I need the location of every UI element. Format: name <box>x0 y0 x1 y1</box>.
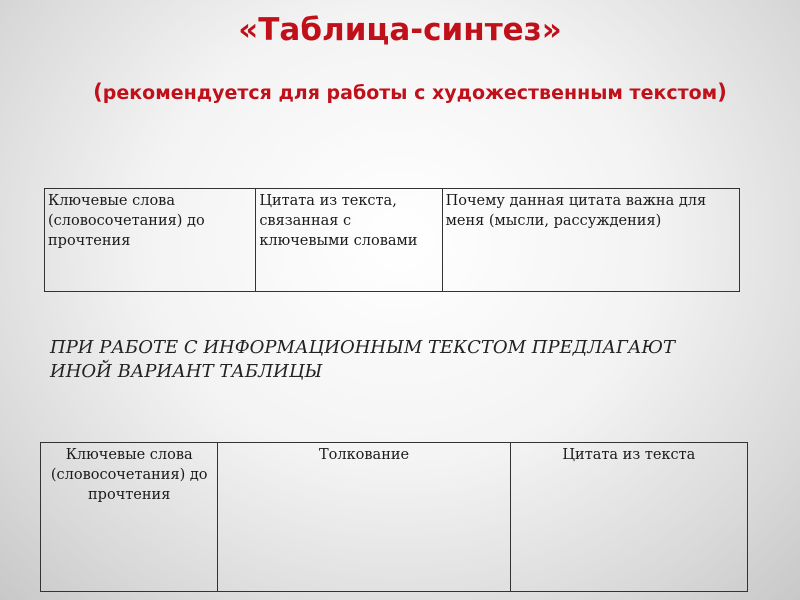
subtitle-open-paren: ( <box>93 80 103 104</box>
table-header-interpretation: Толкование <box>218 443 510 592</box>
synthesis-table-informational <box>40 442 748 592</box>
subtitle-close-paren: ) <box>717 80 727 104</box>
table-header-why-important: Почему данная цитата важна для меня (мысли, рассуждения) <box>442 189 739 292</box>
subtitle-text: рекомендуется для работы с художественным текстом <box>102 82 718 104</box>
informational-text-note: ПРИ РАБОТЕ С ИНФОРМАЦИОННЫМ ТЕКСТОМ ПРЕДЛАГАЮТ ИНОЙ ВАРИАНТ ТАБЛИЦЫ <box>50 337 676 382</box>
table-header-quote: Цитата из текста, связанная с ключевыми словами <box>256 189 442 292</box>
table-row <box>41 443 748 592</box>
slide-title: «Таблица-синтез» <box>238 12 562 48</box>
table-header-keywords: Ключевые слова (словосочетания) до прочтения <box>41 443 218 592</box>
slide-subtitle <box>80 76 740 110</box>
table-header-quote: Цитата из текста <box>510 443 747 592</box>
synthesis-table-literary <box>44 188 740 292</box>
table-row <box>45 189 740 292</box>
table-header-keywords: Ключевые слова (словосочетания) до прочтения <box>45 189 256 292</box>
